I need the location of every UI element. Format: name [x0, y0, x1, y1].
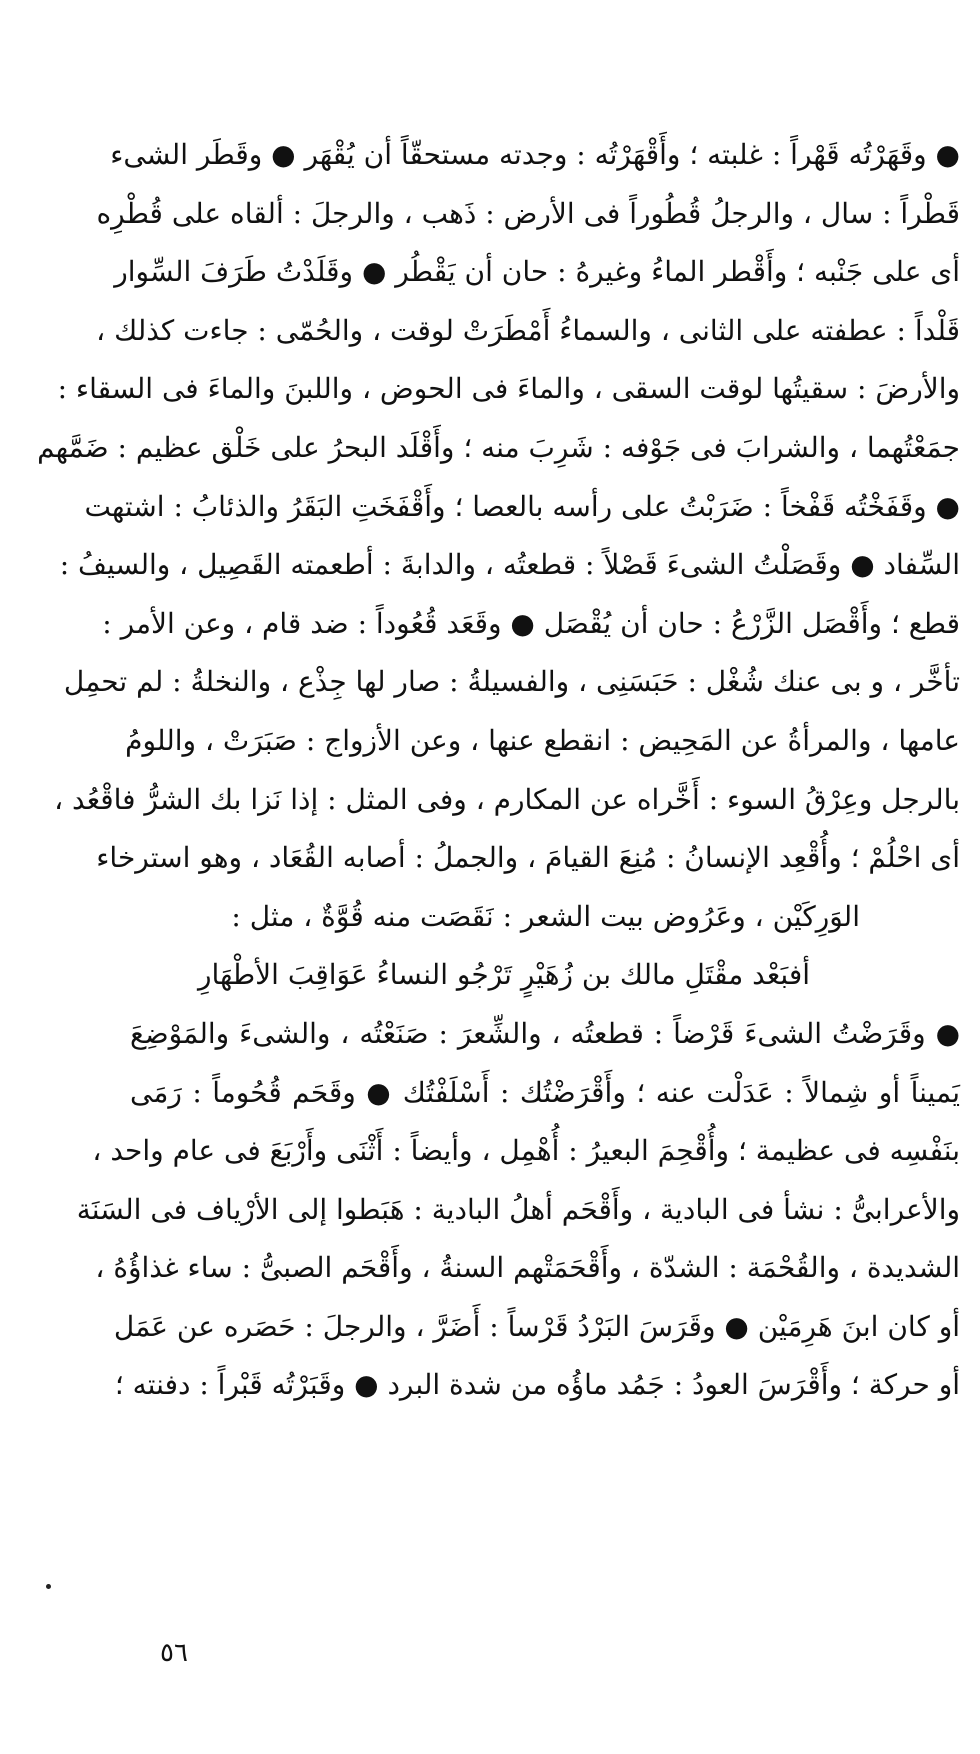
- text-line-13: أى احْلُمْ ؛ وأُقْعِد الإنسانُ : مُنِعَ القيامَ ، والجملُ : أصابه القُعَاد ، وهو استرخاء: [96, 841, 960, 875]
- text-line-20: الشديدة ، والقُحْمَة : الشدّة ، وأَقْحَمَتْهم السنةُ ، وأَقْحَم الصبىُّ : ساء غذاؤُهُ ،: [95, 1251, 960, 1285]
- text-line-5: والأرضَ : سقيتُها لوقت السقى ، والماءَ فى الحوض ، واللبنَ والماءَ فى السقاء :: [57, 372, 960, 406]
- text-line-11: عامها ، والمرأةُ عن المَحِيض : انقطع عنها ، وعن الأزواج : صَبَرَتْ ، واللومُ: [125, 723, 960, 757]
- text-line-3: أى على جَنْبه ؛ وأَقْطر الماءُ وغيرهُ : حان أن يَقْطُر ● وقَلَدْتُ طَرَفَ السِّوار: [114, 255, 960, 289]
- text-line-19: والأعرابىُّ : نشأ فى البادية ، وأَقْحَم أهلُ البادية : هَبَطوا إلى الأرْياف فى السَنَة: [76, 1192, 960, 1226]
- verse-line: أفبَعْد مقْتَلِ مالك بن زُهَيْرٍ تَرْجُو النساءُ عَوَاقِبَ الأطْهَارِ: [197, 958, 810, 992]
- text-line-9: قطع ؛ وأَقْصَل الزَّرْعُ : حان أن يُقْصَل ● وقَعَد قُعُوداً : ضد قام ، وعن الأمر :: [102, 606, 960, 640]
- text-line-2: قَطْراً : سال ، والرجلُ قُطُوراً فى الأرض : ذَهب ، والرجلَ : ألقاه على قُطْرِه: [96, 196, 960, 230]
- text-line-7: ● وقَفَخْتُه قَفْخاً : ضَرَبْتُ على رأسه بالعصا ؛ وأَقْفَخَتِ البَقَرُ والذئابُ : اشتهت: [84, 489, 960, 523]
- page-number: ٥٦: [160, 1638, 188, 1668]
- text-line-8: السِّفاد ● وقَصَلْتُ الشىءَ قَصْلاً : قطعتُه ، والدابةَ : أطعمته القَصِيل ، والسيفُ :: [59, 548, 960, 582]
- text-line-1: ● وقَهَرْتُه قَهْراً : غلبته ؛ وأَقْهَرْتُه : وجدته مستحقّاً أن يُقْهَر ● وقَطَر الشىء: [110, 138, 960, 171]
- text-line-12: بالرجل وعِرْقُ السوء : أَخَّراه عن المكارم ، وفى المثل : إذا نَزا بك الشرُّ فاقْعُد ،: [54, 782, 960, 816]
- margin-dot: [46, 1584, 51, 1589]
- text-line-21: أو كان ابنَ هَرِمَيْن ● وقَرَسَ البَرْدُ قَرْساً : أَضَرَّ ، والرجلَ : حَصَره عن عَمَل: [113, 1309, 960, 1343]
- text-line-14: الوَرِكَيْن ، وعَرُوض بيت الشعر : نَقَصَت منه قُوَّةٌ ، مثل :: [231, 899, 860, 933]
- text-line-4: قَلْداً : عطفته على الثانى ، والسماءُ أَمْطَرَتْ لوقت ، والحُمّى : جاءت كذلك ،: [96, 313, 960, 347]
- text-line-6: جمَعْتُهما ، والشرابَ فى جَوْفه : شَرِبَ منه ؛ وأَقْلَد البحرُ على خَلْق عظيم : ضَمَّهم: [37, 430, 960, 464]
- text-line-17: يَميناً أو شِمالاً : عَدَلْت عنه ؛ وأَقْرَضْتُك : أَسْلَفْتُك ● وقَحَم قُحُوماً : رَمَى: [130, 1075, 960, 1109]
- text-line-10: تأخَّر ، و بى عنك شُغْل : حَبَسَنِى ، والفسيلةُ : صار لها جِذْع ، والنخلةُ : لم تحمِل: [63, 665, 960, 699]
- text-line-22: أو حركة ؛ وأَقْرَسَ العودُ : جَمُد ماؤُه من شدة البرد ● وقَبَرْتُه قَبْراً : دفنته ؛: [114, 1368, 960, 1402]
- text-line-16: ● وقَرَضْتُ الشىءَ قَرْضاً : قطعتُه ، والشِّعرَ : صَنَعْتُه ، والشىءَ والمَوْضِعَ: [130, 1016, 960, 1050]
- text-line-18: بنَفْسِه فى عظيمة ؛ وأُقْحِمَ البعيرُ : أُهْمِل ، وأيضاً : أَثْنَى وأَرْبَعَ فى عام واحد ،: [92, 1134, 960, 1168]
- text-block: [37, 126, 960, 1415]
